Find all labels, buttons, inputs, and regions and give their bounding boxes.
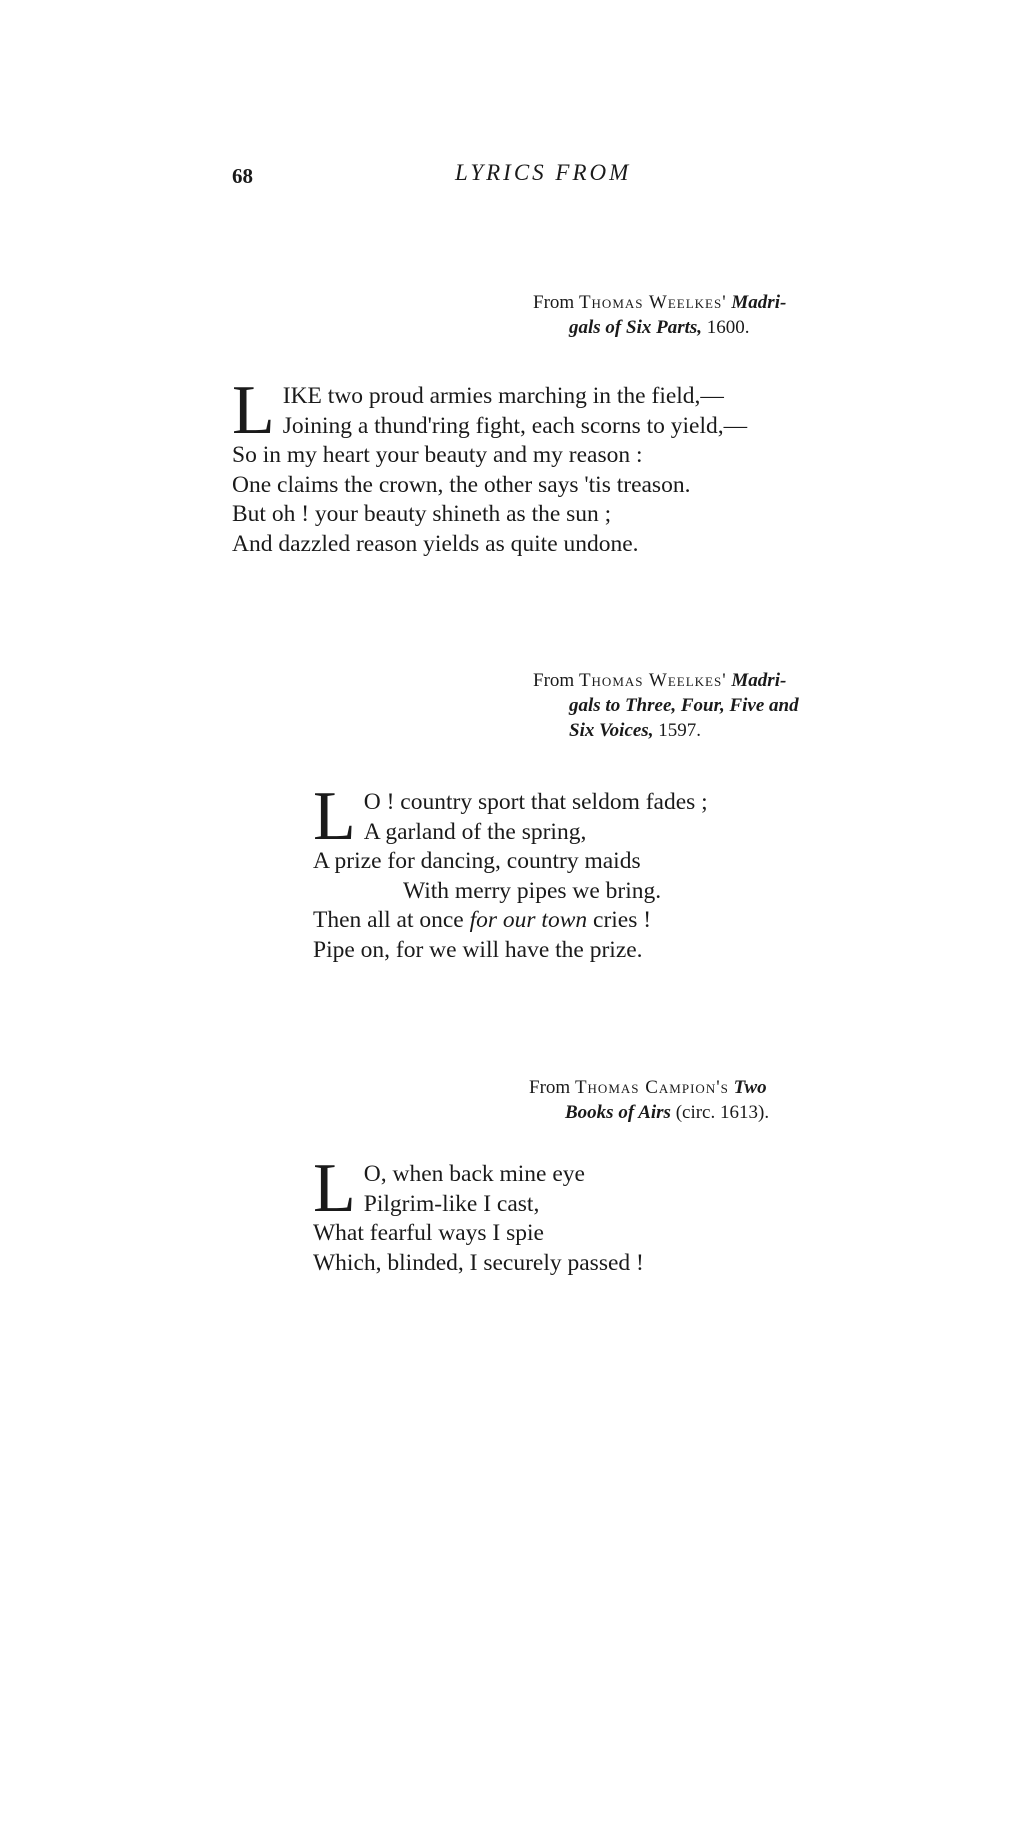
poem-line: IKE two proud armies marching in the field,—	[282, 383, 724, 409]
poem-line: O ! country sport that seldom fades ;	[363, 789, 708, 815]
running-title: LYRICS FROM	[455, 160, 632, 185]
page-number: 68	[232, 164, 253, 188]
source-work: Two	[733, 1077, 767, 1098]
source-note: (circ. 1613).	[675, 1102, 770, 1123]
drop-cap: L	[232, 372, 275, 449]
source-attribution-1	[533, 290, 786, 340]
source-attribution-2	[533, 668, 799, 743]
source-prefix: From	[529, 1077, 571, 1098]
source-prefix: From	[533, 670, 575, 691]
source-line-2	[529, 1100, 769, 1125]
source-author: Thomas Weelkes'	[578, 292, 727, 313]
poem-line: With merry pipes we bring.	[403, 877, 662, 904]
source-author: Thomas Weelkes'	[578, 670, 727, 691]
poem-line	[313, 818, 661, 848]
source-work-cont: Six Voices,	[569, 720, 654, 741]
poem-opening	[313, 1150, 644, 1227]
poem-line	[313, 906, 661, 936]
poem-3	[313, 1150, 644, 1278]
source-work: Madri-	[731, 670, 787, 691]
source-line-3	[533, 718, 799, 743]
source-attribution-3	[529, 1075, 769, 1125]
source-work-cont: Books of Airs	[565, 1102, 671, 1123]
poem-line-text: A garland of the spring,	[363, 818, 587, 845]
poem-line: O, when back mine eye	[363, 1161, 585, 1187]
source-line-1	[529, 1075, 769, 1100]
poem-line: One claims the crown, the other says 'tis treason.	[232, 471, 691, 498]
source-line-2	[533, 693, 799, 718]
drop-cap: L	[313, 1150, 356, 1227]
poem-line: A prize for dancing, country maids	[313, 848, 641, 875]
source-prefix: From	[533, 292, 575, 313]
source-work-cont: gals to Three, Four, Five and	[569, 695, 799, 716]
poem-line-text: Pilgrim-like I cast,	[363, 1190, 540, 1217]
poem-line	[313, 1190, 644, 1220]
poem-line: Joining a thund'ring fight, each scorns to yield,—	[282, 412, 748, 439]
poem-opening	[232, 372, 748, 449]
poem-line-text: cries !	[593, 907, 652, 934]
source-year: 1597.	[658, 720, 701, 741]
source-author: Thomas Campion's	[574, 1077, 729, 1098]
poem-line: But oh ! your beauty shineth as the sun ;	[232, 501, 612, 528]
poem-line: What fearful ways I spie	[313, 1220, 544, 1247]
source-line-2	[533, 315, 786, 340]
source-work-cont: gals of Six Parts,	[569, 317, 703, 338]
source-year: 1600.	[706, 317, 750, 338]
poem-2	[313, 778, 708, 966]
poem-line: And dazzled reason yields as quite undone.	[232, 530, 639, 557]
poem-line: Which, blinded, I securely passed !	[313, 1249, 644, 1276]
source-line-1	[533, 668, 799, 693]
poem-line: Pipe on, for we will have the prize.	[313, 936, 643, 963]
poem-emphasis: for our town	[469, 907, 588, 934]
source-line-1	[533, 290, 786, 315]
poem-opening	[313, 778, 708, 855]
poem-line-text: Then all at once	[313, 907, 464, 934]
poem-1	[232, 372, 748, 560]
poem-line: So in my heart your beauty and my reason :	[232, 442, 643, 469]
source-work: Madri-	[731, 292, 787, 313]
drop-cap: L	[313, 778, 356, 855]
